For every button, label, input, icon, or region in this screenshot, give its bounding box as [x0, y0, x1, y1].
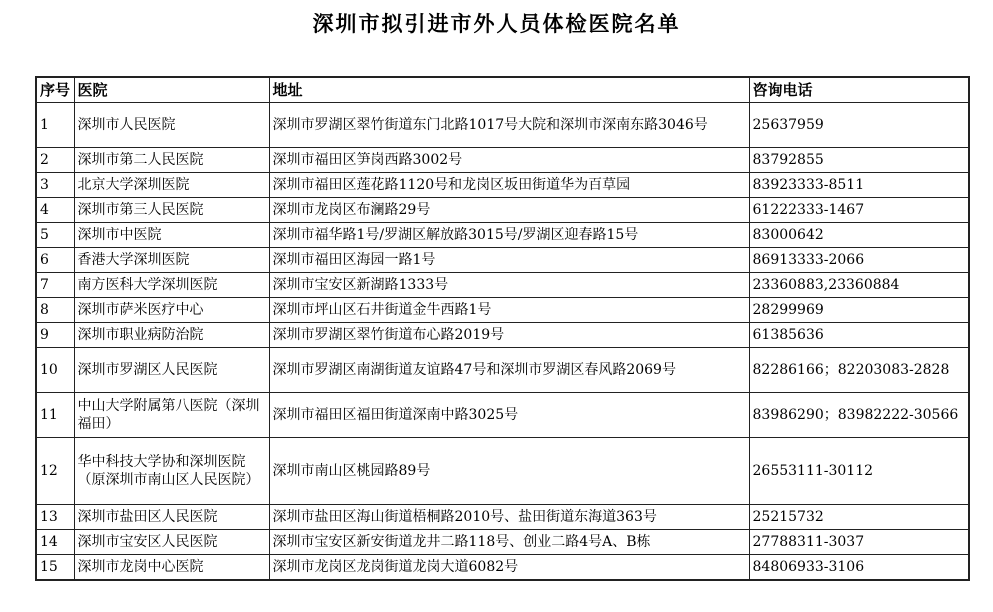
cell-hospital: 深圳市龙岗中心医院: [74, 555, 269, 581]
cell-hospital: 深圳市人民医院: [74, 103, 269, 148]
cell-hospital: 中山大学附属第八医院（深圳福田）: [74, 393, 269, 438]
cell-hospital: 深圳市罗湖区人民医院: [74, 348, 269, 393]
table-header-row: [36, 77, 969, 103]
table-row: [36, 438, 969, 505]
cell-no: 14: [36, 530, 74, 555]
header-no: 序号: [36, 77, 74, 103]
table-row: [36, 348, 969, 393]
cell-no: 2: [36, 148, 74, 173]
cell-no: 6: [36, 248, 74, 273]
cell-no: 9: [36, 323, 74, 348]
cell-address: 深圳市龙岗区布澜路29号: [269, 198, 749, 223]
table-row: [36, 148, 969, 173]
cell-phone: 82286166；82203083-2828: [749, 348, 969, 393]
cell-hospital: 深圳市萨米医疗中心: [74, 298, 269, 323]
table-body: [36, 103, 969, 581]
cell-address: 深圳市福田区海园一路1号: [269, 248, 749, 273]
cell-no: 15: [36, 555, 74, 581]
cell-address: 深圳市罗湖区南湖街道友谊路47号和深圳市罗湖区春风路2069号: [269, 348, 749, 393]
cell-address: 深圳市宝安区新安街道龙井二路118号、创业二路4号A、B栋: [269, 530, 749, 555]
cell-phone: 83000642: [749, 223, 969, 248]
cell-hospital: 华中科技大学协和深圳医院（原深圳市南山区人民医院）: [74, 438, 269, 505]
cell-address: 深圳市福华路1号/罗湖区解放路3015号/罗湖区迎春路15号: [269, 223, 749, 248]
hospital-table: [35, 76, 970, 581]
table-row: [36, 248, 969, 273]
cell-hospital: 深圳市盐田区人民医院: [74, 505, 269, 530]
cell-phone: 83986290；83982222-30566: [749, 393, 969, 438]
cell-hospital: 深圳市宝安区人民医院: [74, 530, 269, 555]
cell-hospital: 深圳市中医院: [74, 223, 269, 248]
cell-address: 深圳市盐田区海山街道梧桐路2010号、盐田街道东海道363号: [269, 505, 749, 530]
header-hospital: 医院: [74, 77, 269, 103]
table-row: [36, 173, 969, 198]
cell-address: 深圳市福田区莲花路1120号和龙岗区坂田街道华为百草园: [269, 173, 749, 198]
cell-address: 深圳市坪山区石井街道金牛西路1号: [269, 298, 749, 323]
cell-phone: 25215732: [749, 505, 969, 530]
table-row: [36, 273, 969, 298]
cell-address: 深圳市宝安区新湖路1333号: [269, 273, 749, 298]
table-row: [36, 298, 969, 323]
cell-address: 深圳市龙岗区龙岗街道龙岗大道6082号: [269, 555, 749, 581]
cell-no: 4: [36, 198, 74, 223]
table-row: [36, 505, 969, 530]
cell-phone: 23360883,23360884: [749, 273, 969, 298]
table-row: [36, 530, 969, 555]
cell-phone: 83792855: [749, 148, 969, 173]
cell-no: 5: [36, 223, 74, 248]
cell-hospital: 香港大学深圳医院: [74, 248, 269, 273]
cell-phone: 61222333-1467: [749, 198, 969, 223]
cell-phone: 61385636: [749, 323, 969, 348]
cell-phone: 28299969: [749, 298, 969, 323]
cell-no: 13: [36, 505, 74, 530]
page-title: 深圳市拟引进市外人员体检医院名单: [312, 11, 681, 36]
cell-hospital: 深圳市第二人民医院: [74, 148, 269, 173]
table-row: [36, 198, 969, 223]
cell-hospital: 北京大学深圳医院: [74, 173, 269, 198]
cell-phone: 25637959: [749, 103, 969, 148]
cell-phone: 83923333-8511: [749, 173, 969, 198]
table-row: [36, 393, 969, 438]
cell-no: 3: [36, 173, 74, 198]
cell-phone: 86913333-2066: [749, 248, 969, 273]
table-row: [36, 323, 969, 348]
cell-address: 深圳市福田区笋岗西路3002号: [269, 148, 749, 173]
cell-phone: 84806933-3106: [749, 555, 969, 581]
cell-address: 深圳市罗湖区翠竹街道东门北路1017号大院和深圳市深南东路3046号: [269, 103, 749, 148]
cell-no: 7: [36, 273, 74, 298]
header-address: 地址: [269, 77, 749, 103]
table-row: [36, 223, 969, 248]
cell-address: 深圳市福田区福田街道深南中路3025号: [269, 393, 749, 438]
cell-no: 11: [36, 393, 74, 438]
table-row: [36, 555, 969, 581]
cell-hospital: 深圳市职业病防治院: [74, 323, 269, 348]
cell-no: 12: [36, 438, 74, 505]
table-row: [36, 103, 969, 148]
cell-address: 深圳市罗湖区翠竹街道布心路2019号: [269, 323, 749, 348]
cell-phone: 26553111-30112: [749, 438, 969, 505]
cell-no: 1: [36, 103, 74, 148]
cell-address: 深圳市南山区桃园路89号: [269, 438, 749, 505]
cell-phone: 27788311-3037: [749, 530, 969, 555]
cell-hospital: 南方医科大学深圳医院: [74, 273, 269, 298]
cell-no: 8: [36, 298, 74, 323]
header-phone: 咨询电话: [749, 77, 969, 103]
cell-no: 10: [36, 348, 74, 393]
cell-hospital: 深圳市第三人民医院: [74, 198, 269, 223]
